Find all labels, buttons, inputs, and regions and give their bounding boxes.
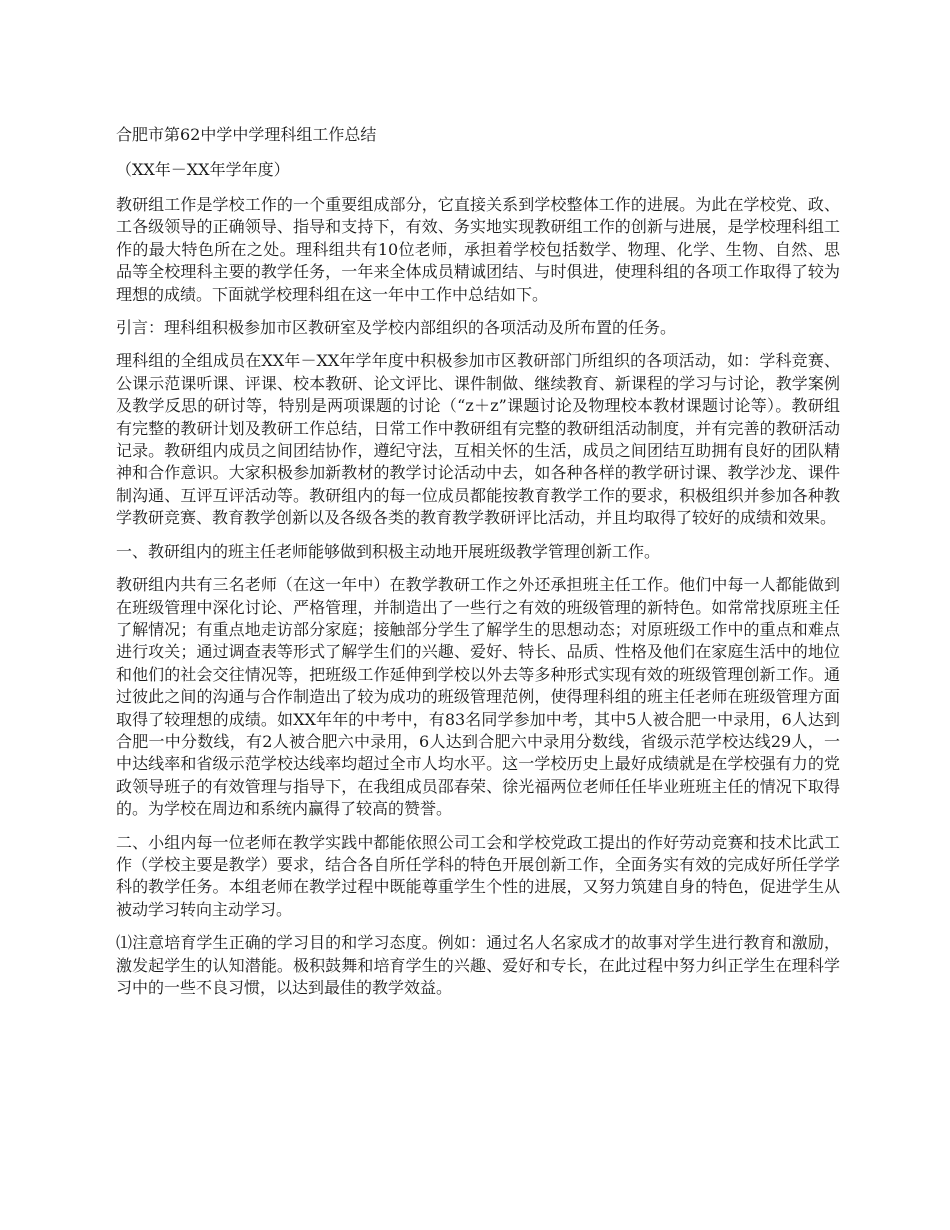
activities-paragraph: 理科组的全组成员在XX年－XX年学年度中积极参加市区教研部门所组织的各项活动，如：学科竞赛、公课示范课听课、评课、校本教研、论文评比、课件制做、继续教育、新课程的学习与讨论，教学案例及教学反思的研讨等，特别是两项课题的讨论（“z＋z”课题讨论及物理校本教材课题讨论等）。教研组有完整的教研计划及教研工作总结，日常工作中教研组有完整的教研组活动制度，并有完善的教研活动记录。教研组内成员之间团结协作，遵纪守法，互相关怀的生活，成员之间团结互助拥有良好的团队精神和合作意识。大家积极参加新教材的教学讨论活动中去，如各种各样的教学研讨课、教学沙龙、课件制沟通、互评互评活动等。教研组内的每一位成员都能按教育教学工作的要求，积极组织并参加各种教学教研竞赛、教育教学创新以及各级各类的教育教学教研评比活动，并且均取得了较好的成绩和效果。 bbox=[116, 351, 840, 528]
document-subtitle: （XX年－XX年学年度） bbox=[116, 160, 290, 179]
intro-paragraph: 教研组工作是学校工作的一个重要组成部分，它直接关系到学校整体工作的进展。为此在学校党、政、工各级领导的正确领导、指导和支持下，有效、务实地实现教研组工作的创新与进展，是学校理科组工作的最大特色所在之处。理科组共有10位老师，承担着学校包括数学、物理、化学、生物、自然、思品等全校理科主要的教学任务，一年来全体成员精诚团结、与时俱进，使理科组的各项工作取得了较为理想的成绩。下面就学校理科组在这一年中工作中总结如下。 bbox=[116, 195, 840, 304]
item-one-paragraph: ⑴注意培育学生正确的学习目的和学习态度。例如：通过名人名家成才的故事对学生进行教育和激励，激发起学生的认知潜能。极积鼓舞和培育学生的兴趣、爱好和专长，在此过程中努力纠正学生在理科学习中的一些不良习惯，以达到最佳的教学效益。 bbox=[116, 933, 840, 997]
class-management-paragraph: 教研组内共有三名老师（在这一年中）在教学教研工作之外还承担班主任工作。他们中每一人都能做到在班级管理中深化讨论、严格管理，并制造出了一些行之有效的班级管理的新特色。如常常找原班主任了解情况；有重点地走访部分家庭；接触部分学生了解学生的思想动态；对原班级工作中的重点和难点进行攻关；通过调查表等形式了解学生们的兴趣、爱好、特长、品质、性格及他们在家庭生活中的地位和他们的社会交往情况等，把班级工作延伸到学校以外去等多种形式实现有效的班级管理创新工作。通过彼此之间的沟通与合作制造出了较为成功的班级管理范例，使得理科组的班主任老师在班级管理方面取得了较理想的成绩。如XX年年的中考中，有83名同学参加中考，其中5人被合肥一中录用，6人达到合肥一中分数线，有2人被合肥六中录用，6人达到合肥六中录用分数线，省级示范学校达线29人，一中达线率和省级示范学校达线率均超过全市人均水平。这一学校历史上最好成绩就是在学校强有力的党政领导班子的有效管理与指导下，在我组成员邵春荣、徐光福两位老师任任毕业班班主任的情况下取得的。为学校在周边和系统内赢得了较高的赞誉。 bbox=[116, 575, 840, 819]
document-title: 合肥市第62中学中学理科组工作总结 bbox=[116, 125, 377, 144]
preface-paragraph: 引言：理科组积极参加市区教研室及学校内部组织的各项活动及所布置的任务。 bbox=[116, 318, 677, 338]
section-two-paragraph: 二、小组内每一位老师在教学实践中都能依照公司工会和学校党政工提出的作好劳动竞赛和技术比武工作（学校主要是教学）要求，结合各自所任学科的特色开展创新工作，全面务实有效的完成好所任学学科的教学任务。本组老师在教学过程中既能尊重学生个性的进展，又努力筑建自身的特色，促进学生从被动学习转向主动学习。 bbox=[116, 832, 840, 919]
section-one-heading: 一、教研组内的班主任老师能够做到积极主动地开展班级教学管理创新工作。 bbox=[116, 541, 661, 561]
document-page bbox=[116, 124, 840, 1010]
